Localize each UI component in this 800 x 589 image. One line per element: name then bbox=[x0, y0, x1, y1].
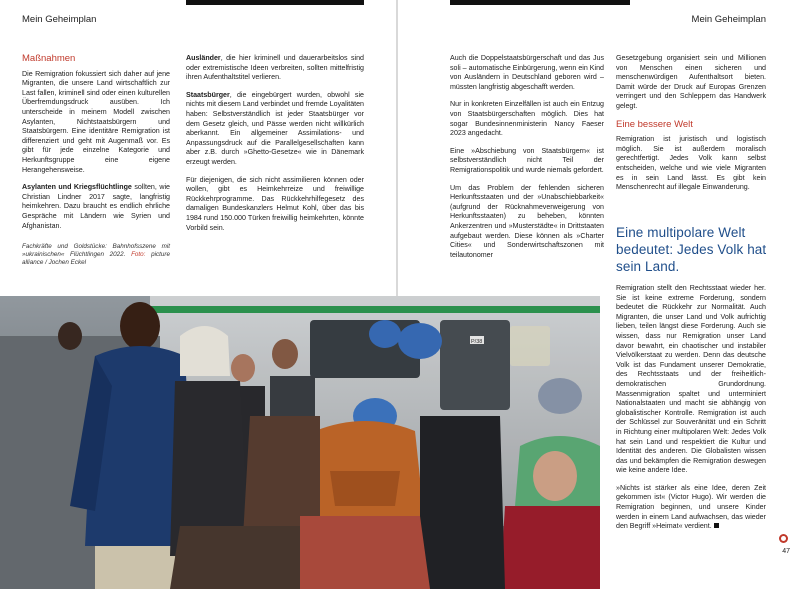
paragraph: Auch die Doppelstaatsbürgerschaft und das Jus soli – automatische Einbürgerung, wenn ein Kind von Ausländern in Deutschland geboren wird – müssten langfristig abgeschafft werden. bbox=[450, 54, 604, 91]
paragraph: Asylanten und Kriegsflüchtlinge sollten, wie Christian Lindner 2017 sagte, langfristig heimkehren. Dazu braucht es endlich ehrliche Gespräche mit Ländern wie Syrien und Afghanistan. bbox=[22, 183, 170, 230]
paragraph: Eine »Abschiebung von Staatsbürgern« ist selbstverständlich nicht Teil der Remigrationspolitik und wurde niemals gefordert. bbox=[450, 146, 604, 174]
right-top-bar bbox=[450, 0, 630, 5]
paragraph: Gesetzgebung organisiert sein und Millionen von Menschen einen sicheren und menschenwürdigen Aufenthaltsort bieten. Damit würde der Druck auf Europas Grenzen verringert und den Schleppern das Handwerk gelegt. bbox=[616, 54, 766, 110]
paragraph: »Nichts ist stärker als eine Idee, deren Zeit gekommen ist« (Victor Hugo). Wir werden die Remigration beginnen, und unsere Kinder werden in einem Land aufwachsen, das wieder den Begriff »Heimat« verdient. bbox=[616, 483, 766, 531]
section-heading-bessere-welt: Eine bessere Welt bbox=[616, 118, 693, 130]
paragraph: Staatsbürger, die eingebürgert wurden, obwohl sie nichts mit diesem Land verbindet und fremde Loyalitäten haben: Selbstverständlich ist jeder Staatsbürger vor dem Gesetz gleich, und Pässe werden nicht willkürlich aberkannt. Ein allgemeiner Assimilations- und Anpassungsdruck auf die Parallelgesellschaften kann aber z.B. durch »Ghetto-Gesetze« wie in Dänemark erzeugt werden. bbox=[186, 90, 364, 166]
paragraph: Remigration stellt den Rechtsstaat wieder her. Sie ist keine extreme Forderung, sondern bedeutet die Rückkehr zur Normalität. Auch Migranten, die unser Land und Volk aufrichtig lieben, teilen längst diese Forderung. Auch sie wissen, dass nur Remigration unser Land davor bewahrt, ein chaotischer und instabiler Vielvölkerstaat zu werden. Denn das deutsche Volk ist das Fundament unserer Demokratie, des Rechtsstaats und der freiheitlich-demokratischen Grundordnung. Massenmigration spaltet und unterminiert Nationalstaaten und macht sie abhängig von globalistischer Kontrolle. Remigration ist auch der Schlüssel zur Souveränität und ein Schritt in Richtung einer multipolaren Welt: Jedes Volk hat sein Land und respektiert die Kultur und Identität des anderen. Die Globalisten wissen das und bekämpfen die Remigration deswegen wie keine andere Idee. bbox=[616, 284, 766, 475]
left-top-bar bbox=[186, 0, 364, 5]
paragraph: Um das Problem der fehlenden sicheren Herkunftsstaaten und der »Unabschiebbarkeit« (aufgrund der Rücknahmeverweigerung von Herkunftsstaaten) zu beheben, könnten Ankerzentren und »Musterstädte« in Drittstaaten aufgebaut werden. Diese können als »Charter Cities« und Sonderwirtschaftszonen mit teilautonomer bbox=[450, 183, 604, 259]
section-heading-massnahmen: Maßnahmen bbox=[22, 53, 76, 64]
photo-caption: Fachkräfte und Goldstücke: Bahnhofsszene mit »ukrainischen« Flüchtlingen 2022. Foto: picture alliance / Jochen Eckel bbox=[22, 243, 171, 267]
running-header-left: Mein Geheimplan bbox=[22, 14, 97, 25]
page-logo-icon bbox=[779, 534, 788, 543]
left-column-2 bbox=[186, 54, 364, 241]
paragraph: Nur in konkreten Einzelfällen ist auch ein Entzug von Staatsbürgerschaften möglich. Dies hat sogar Bundesinnenministerin Nancy Faeser 2023 angedacht. bbox=[450, 100, 604, 138]
paragraph: Ausländer, die hier kriminell und dauerarbeitslos sind oder extremistische Ideen verbreiten, sollten mittelfristig ihren Aufenthaltstitel verlieren. bbox=[186, 54, 364, 82]
paragraph: Für diejenigen, die sich nicht assimilieren können oder wollen, gibt es Heimkehrreize und freiwillige Rückkehrprogramme. Das Rückkehrhilfegesetz des damaligen Bundeskanzlers Helmut Kohl, über das bis 1984 rund 150.000 Türken freiwillig heimkehrten, könnte Vorbild sein. bbox=[186, 175, 364, 232]
left-column-1 bbox=[22, 54, 170, 267]
train-station-photo bbox=[0, 296, 600, 589]
paragraph: Remigration ist juristisch und logistisch möglich. Sie ist außerdem moralisch gerechtfertigt. Jedes Volk kann selbst entscheiden, welche und wie viele Migranten es in sein Land lässt. Es gibt kein Menschenrecht auf illegale Einwanderung. bbox=[616, 135, 766, 192]
running-header-right: Mein Geheimplan bbox=[691, 14, 766, 25]
end-mark-icon bbox=[714, 523, 719, 528]
train-sign: P/38 bbox=[471, 339, 483, 345]
right-column-1 bbox=[450, 54, 604, 268]
right-column-2-lower bbox=[616, 284, 766, 540]
pull-quote: Eine multipolare Welt bedeutet: Jedes Volk hat sein Land. bbox=[616, 225, 767, 274]
photo-illustration bbox=[0, 296, 600, 589]
page-number-right: 47 bbox=[782, 548, 790, 555]
paragraph: Die Remigration fokussiert sich daher auf jene Migranten, die unsere Land wirtschaftlich zur Last fallen, kriminell sind oder einen kulturellen Überfremdungsdruck ausüben. Ich unterscheide in meinem Modell zwischen Asylanten, Nichtstaatsbürgern und Staatsbürgern. Eine identitäre Remigration ist differenziert und geht mit Augenmaß vor. Es gibt für jede einzelne Kategorie und Herkunftsgruppe eine eigene Herangehensweise. bbox=[22, 69, 170, 174]
right-column-2 bbox=[616, 54, 766, 201]
